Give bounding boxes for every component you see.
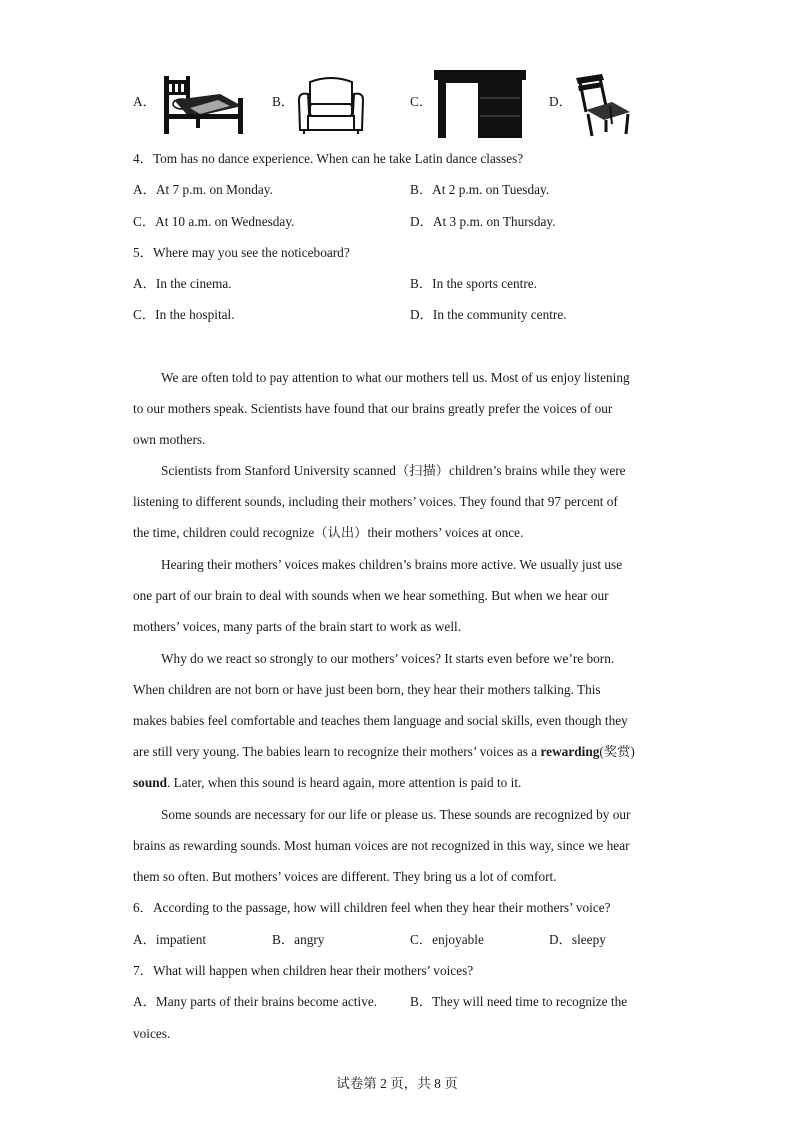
q6-option-b: B．angry [272,932,325,947]
keyword-sound: sound [133,775,168,790]
q7-option-b-continued: voices. [133,1026,171,1041]
q4-question: 4．Tom has no dance experience. When can he take Latin dance classes? [133,151,524,166]
passage-line: When children are not born or have just been born, they hear their mothers talking. This [133,682,601,697]
q6-option-c: C．enjoyable [410,932,484,947]
passage-line: We are often told to pay attention to what our mothers tell us. Most of us enjoy listening [161,370,630,385]
passage-line: Hearing their mothers’ voices makes children’s brains more active. We usually just use [161,557,623,572]
passage-text: . Later, when this sound is heard again, more attention is paid to it. [167,775,522,790]
passage-line: own mothers. [133,432,206,447]
armchair-icon [296,74,366,136]
page-footer: 试卷第 2 页，共 8 页 [336,1076,458,1091]
passage-line: the time, children could recognize（认出）their mothers’ voices at once. [133,525,524,540]
passage-line: makes babies feel comfortable and teaches them language and social skills, even though they [133,713,628,728]
q7-question: 7．What will happen when children hear their mothers’ voices? [133,963,474,978]
q4-option-c: C．At 10 a.m. on Wednesday. [133,214,295,229]
q5-option-c: C．In the hospital. [133,307,235,322]
passage-line: Scientists from Stanford University scanned（扫描）children’s brains while they were [161,463,626,478]
passage-line: to our mothers speak. Scientists have found that our brains greatly prefer the voices of our [133,401,613,416]
q5-question: 5．Where may you see the noticeboard? [133,245,350,260]
passage-line: Some sounds are necessary for our life or please us. These sounds are recognized by our [161,807,631,822]
passage-line: Why do we react so strongly to our mothers’ voices? It starts even before we’re born. [161,651,615,666]
passage-line [133,775,521,791]
q4-option-b: B．At 2 p.m. on Tuesday. [410,182,550,197]
q7-option-b: B．They will need time to recognize the [410,994,628,1009]
q5-option-b: B．In the sports centre. [410,276,538,291]
q5-option-a: A．In the cinema. [133,276,232,291]
passage-line: one part of our brain to deal with sounds when we hear something. But when we hear our [133,588,609,603]
keyword-rewarding: rewarding [540,744,600,759]
q5-option-d: D．In the community centre. [410,307,567,322]
chair-icon [572,72,634,138]
q3-option-c-letter: C． [410,94,433,109]
q3-option-a-letter: A． [133,94,156,109]
bed-icon [160,70,248,136]
desk-icon [434,70,526,140]
passage-line: mothers’ voices, many parts of the brain start to work as well. [133,619,462,634]
passage-text: are still very young. The babies learn to recognize their mothers’ voices as a [133,744,541,759]
q6-question: 6．According to the passage, how will children feel when they hear their mothers’ voice? [133,900,611,915]
gloss-rewarding: (奖赏) [599,744,635,759]
q3-option-d-letter: D． [549,94,572,109]
passage-line: brains as rewarding sounds. Most human voices are not recognized in this way, since we hear [133,838,630,853]
passage-line: them so often. But mothers’ voices are different. They bring us a lot of comfort. [133,869,557,884]
passage-line: listening to different sounds, including their mothers’ voices. They found that 97 percent of [133,494,618,509]
q3-option-b-letter: B． [272,94,295,109]
passage-line [133,744,635,760]
q6-option-a: A．impatient [133,932,207,947]
q4-option-a: A．At 7 p.m. on Monday. [133,182,273,197]
q4-option-d: D．At 3 p.m. on Thursday. [410,214,556,229]
q6-option-d: D．sleepy [549,932,606,947]
q7-option-a: A．Many parts of their brains become active. [133,994,378,1009]
